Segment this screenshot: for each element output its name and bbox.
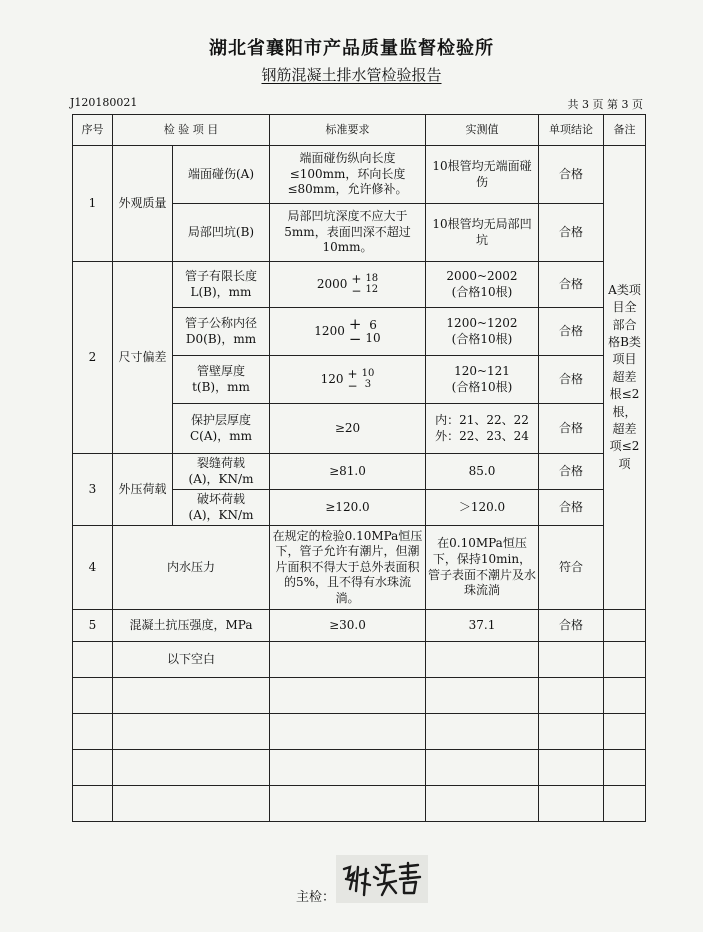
measured-value: 2000~2002 (合格10根) bbox=[426, 262, 539, 308]
standard-text: ≥81.0 bbox=[270, 454, 426, 490]
table-row bbox=[73, 786, 646, 822]
conclusion: 符合 bbox=[539, 526, 604, 610]
institute-title: 湖北省襄阳市产品质量监督检验所 bbox=[209, 38, 494, 59]
table-row bbox=[73, 610, 646, 642]
item-name: 管壁厚度 t(B)，mm bbox=[173, 356, 270, 404]
header-seq: 序号 bbox=[73, 115, 113, 146]
group-seq: 1 bbox=[73, 146, 113, 262]
remark-cell bbox=[604, 610, 646, 642]
table-row bbox=[73, 146, 646, 204]
table-row bbox=[73, 642, 646, 678]
conclusion: 合格 bbox=[539, 490, 604, 526]
blank-note: 以下空白 bbox=[113, 642, 270, 678]
header-measured: 实测值 bbox=[426, 115, 539, 146]
item-name: 内水压力 bbox=[113, 526, 270, 610]
item-name: 混凝土抗压强度，MPa bbox=[113, 610, 270, 642]
measured-value: 10根管均无端面碰伤 bbox=[426, 146, 539, 204]
measured-value: 在0.10MPa恒压下，保持10min，管子表面不潮片及水珠流淌 bbox=[426, 526, 539, 610]
header-row bbox=[73, 115, 646, 146]
group-name: 外压荷载 bbox=[113, 454, 173, 526]
item-name: 端面碰伤(A) bbox=[173, 146, 270, 204]
header-item: 检 验 项 目 bbox=[113, 115, 270, 146]
item-name: 管子公称内径 D0(B)，mm bbox=[173, 308, 270, 356]
group-name: 尺寸偏差 bbox=[113, 262, 173, 454]
inspection-table bbox=[72, 114, 646, 822]
item-name: 管子有限长度 L(B)，mm bbox=[173, 262, 270, 308]
conclusion: 合格 bbox=[539, 404, 604, 454]
table-row bbox=[73, 678, 646, 714]
group-seq: 2 bbox=[73, 262, 113, 454]
measured-value: ＞120.0 bbox=[426, 490, 539, 526]
table-row bbox=[73, 714, 646, 750]
group-seq: 3 bbox=[73, 454, 113, 526]
standard-text: 局部凹坑深度不应大于5mm，表面凹深不超过10mm。 bbox=[270, 204, 426, 262]
tolerance-standard: 1200 + − 6 10 bbox=[270, 308, 426, 356]
item-name: 局部凹坑(B) bbox=[173, 204, 270, 262]
standard-text: ≥30.0 bbox=[270, 610, 426, 642]
standard-text: ≥120.0 bbox=[270, 490, 426, 526]
measured-value: 85.0 bbox=[426, 454, 539, 490]
page-indicator: 共 3 页 第 3 页 bbox=[567, 98, 643, 111]
conclusion: 合格 bbox=[539, 204, 604, 262]
group-seq: 4 bbox=[73, 526, 113, 610]
group-seq: 5 bbox=[73, 610, 113, 642]
report-title: 钢筋混凝土排水管检验报告 bbox=[261, 66, 442, 84]
conclusion: 合格 bbox=[539, 146, 604, 204]
conclusion: 合格 bbox=[539, 356, 604, 404]
inspector-label: 主检： bbox=[296, 890, 336, 905]
tolerance-standard: 2000 + − 18 12 bbox=[270, 262, 426, 308]
tolerance-standard: 120 + − 10 3 bbox=[270, 356, 426, 404]
conclusion: 合格 bbox=[539, 454, 604, 490]
standard-text: ≥20 bbox=[270, 404, 426, 454]
item-name: 裂缝荷载 (A)，KN/m bbox=[173, 454, 270, 490]
standard-text: 在规定的检验0.10MPa恒压下，管子允许有潮片，但潮片面积不得大于总外表面积的5%，且不得有水珠流淌。 bbox=[270, 526, 426, 610]
item-name: 破坏荷载 (A)，KN/m bbox=[173, 490, 270, 526]
table-row bbox=[73, 454, 646, 490]
remark-text: A类项目全部合格B类项目超差根≤2根，超差项≤2项 bbox=[604, 146, 646, 610]
conclusion: 合格 bbox=[539, 308, 604, 356]
header-conclusion: 单项结论 bbox=[539, 115, 604, 146]
measured-value: 10根管均无局部凹坑 bbox=[426, 204, 539, 262]
measured-value: 37.1 bbox=[426, 610, 539, 642]
measured-value: 内：21、22、22 外：22、23、24 bbox=[426, 404, 539, 454]
header-remark: 备注 bbox=[604, 115, 646, 146]
item-name: 保护层厚度 C(A)，mm bbox=[173, 404, 270, 454]
table-row bbox=[73, 750, 646, 786]
header-standard: 标准要求 bbox=[270, 115, 426, 146]
standard-text: 端面碰伤纵向长度≤100mm，环向长度≤80mm，允许修补。 bbox=[270, 146, 426, 204]
table-row bbox=[73, 526, 646, 610]
report-number: J120180021 bbox=[70, 96, 138, 109]
measured-value: 1200~1202 (合格10根) bbox=[426, 308, 539, 356]
inspector-signature bbox=[336, 855, 428, 903]
group-name: 外观质量 bbox=[113, 146, 173, 262]
conclusion: 合格 bbox=[539, 262, 604, 308]
conclusion: 合格 bbox=[539, 610, 604, 642]
measured-value: 120~121 (合格10根) bbox=[426, 356, 539, 404]
table-row bbox=[73, 262, 646, 308]
